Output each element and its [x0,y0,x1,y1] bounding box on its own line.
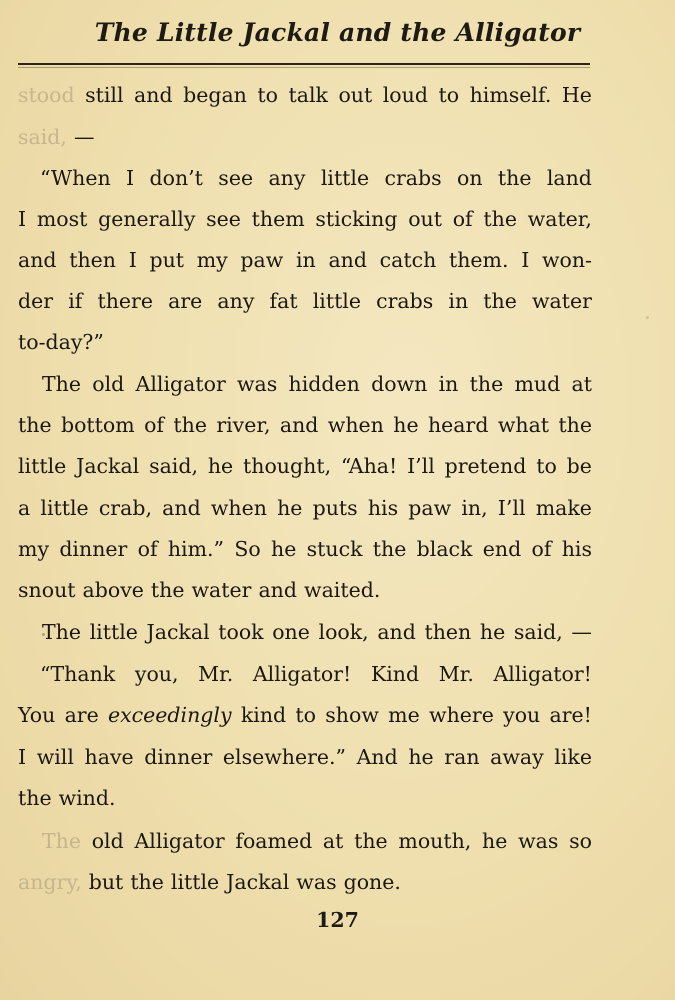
word: to [257,83,278,107]
word: on [456,166,483,190]
word: land [546,166,592,190]
word: and [18,248,57,272]
word: of [144,413,164,437]
word: I [521,248,530,272]
word: of [531,537,552,561]
word: “Thank [40,662,116,686]
text-line-10 [18,449,592,483]
word: crab, [98,496,152,520]
word: be [566,454,592,478]
header-rule-fine [18,67,590,68]
word: “Aha! [340,454,398,478]
word: I’ll [407,454,435,478]
word: in [438,372,459,396]
word: little [89,620,138,644]
word: the [130,870,164,894]
word: the [483,289,517,313]
word: was [296,870,337,894]
word: them [251,207,305,231]
word: any [268,166,306,190]
word: He [561,83,592,107]
text-line-12 [18,532,592,566]
text-line-15 [40,657,592,691]
paper-speck [646,316,649,319]
word: thought, [243,454,332,478]
text-line-6 [18,284,592,318]
text-line-3 [40,161,592,195]
text-line-20 [18,865,592,899]
word: away [490,745,544,769]
word: him.” [167,537,225,561]
word: any [217,289,255,313]
word: and [162,496,201,520]
text-line-13 [18,573,592,607]
word: to [536,454,557,478]
word: stuck [306,537,363,561]
word: elsewhere.” [222,745,347,769]
word: dinner [144,745,213,769]
word: gone. [343,870,401,894]
word: to-day?” [18,330,104,354]
word: won- [541,248,592,272]
word: generally [98,207,196,231]
word: my [196,248,228,272]
running-head: The Little Jackal and the Alligator [94,18,581,47]
word: I’ll [497,496,526,520]
text-line-11 [18,491,592,525]
word: you, [134,662,179,686]
word: put [149,248,185,272]
word: show [325,703,379,727]
word: like [554,745,592,769]
word: der [18,289,54,313]
word: and [279,413,319,437]
word: out [408,207,442,231]
word: I [126,166,135,190]
word: the [497,166,532,190]
word: if [68,289,83,313]
word: said, [513,620,563,644]
word: — [73,125,95,149]
word: So [234,537,261,561]
word: old [91,829,124,853]
word: most [36,207,88,231]
word: of [452,207,473,231]
word: his [367,496,399,520]
word: little [40,496,89,520]
word: I [18,207,27,231]
word: are! [549,703,592,727]
word: see [206,207,241,231]
word: Mr. [438,662,474,686]
word: — [571,620,592,644]
word: them. [448,248,509,272]
word: he [408,745,434,769]
word: to [295,703,317,727]
page-number: 127 [316,908,359,932]
word: he [393,413,419,437]
word: the [18,413,52,437]
word: little [18,454,67,478]
word: heard [427,413,489,437]
word: dinner [59,537,128,561]
word: end [482,537,522,561]
word: water [532,289,592,313]
word: himself. [469,83,552,107]
word: and [258,578,298,602]
word: will [36,745,74,769]
word: You [18,703,56,727]
word: when [210,496,267,520]
word: the [372,537,407,561]
word: don’t [149,166,203,190]
word: the [150,578,185,602]
word: stood [18,83,75,107]
word: Jackal [226,870,290,894]
paper-speck [42,633,45,636]
word: ran [444,745,480,769]
word: wind. [58,786,116,810]
text-line-2 [18,120,592,154]
word: the [18,786,52,810]
word: are [64,703,99,727]
word: then [424,620,472,644]
word: paw [240,248,284,272]
word: little [170,870,220,894]
word: and [134,83,173,107]
word: the [483,207,517,231]
text-line-7 [18,325,592,359]
word: see [218,166,254,190]
word: his [561,537,592,561]
word: the [173,413,207,437]
word: he [482,829,508,853]
word: make [535,496,592,520]
text-line-9 [18,408,592,442]
word: and [328,248,367,272]
word: mud [514,372,561,396]
word: took [218,620,264,644]
word: fat [269,289,298,313]
word: I [128,248,137,272]
word: so [569,829,592,853]
word: was [518,829,559,853]
word: in [296,248,316,272]
word: what [497,413,550,437]
word: still [85,83,124,107]
word: you [503,703,541,727]
word: to [438,83,460,107]
word: the [354,829,388,853]
text-line-17 [18,740,592,774]
word: angry, [18,870,82,894]
word: then [69,248,117,272]
word: he [277,496,303,520]
text-line-14 [42,615,592,649]
word: The [42,829,82,853]
word: I [18,745,27,769]
word: water, [527,207,592,231]
word: and [377,620,416,644]
word: a [18,496,31,520]
word: one [272,620,310,644]
word: water [191,578,252,602]
header-rule [18,63,590,65]
word: above [82,578,144,602]
word: but [88,870,124,894]
word: waited. [304,578,381,602]
word: pretend [444,454,527,478]
word: old [92,372,125,396]
word: catch [379,248,437,272]
word: said, [18,125,67,149]
word: The [42,372,82,396]
word: me [388,703,420,727]
word: loud [382,83,428,107]
word: where [429,703,494,727]
word: kind [240,703,287,727]
word: “When [40,166,111,190]
word: Alligator! [252,662,352,686]
word: began [183,83,247,107]
word: Alligator! [493,662,592,686]
word: hidden [288,372,360,396]
word: black [416,537,473,561]
word: was [237,372,278,396]
word: the [558,413,592,437]
word: talk [288,83,328,107]
word: are [168,289,203,313]
word: there [97,289,153,313]
text-line-5 [18,243,592,277]
word: my [18,537,50,561]
text-line-18 [18,781,592,815]
word: mouth, [398,829,472,853]
word: little [320,166,370,190]
word: said, [149,454,199,478]
word: at [571,372,592,396]
word: Alligator [135,372,226,396]
word: in, [461,496,488,520]
text-line-8 [42,367,592,401]
word: The [42,620,82,644]
word: he [479,620,506,644]
word: at [322,829,344,853]
word: puts [312,496,358,520]
word: Mr. [198,662,234,686]
word: little [312,289,361,313]
text-line-1 [18,78,592,112]
word: out [338,83,373,107]
word: have [84,745,134,769]
word: down [371,372,428,396]
text-line-19 [42,824,592,858]
word: he [207,454,234,478]
word: Kind [370,662,420,686]
word: And [356,745,398,769]
word: Alligator [134,829,225,853]
word: bottom [60,413,135,437]
text-line-4 [18,202,592,236]
word: Jackal [146,620,210,644]
word: crabs [376,289,434,313]
word: crabs [384,166,442,190]
word: exceedingly [107,703,232,727]
word: he [271,537,297,561]
word: of [137,537,158,561]
word: foamed [235,829,313,853]
word: Jackal [76,454,140,478]
word: sticking [315,207,398,231]
word: river, [216,413,271,437]
word: in [448,289,469,313]
text-line-16 [18,698,592,732]
word: look, [318,620,369,644]
word: when [327,413,384,437]
word: snout [18,578,76,602]
word: paw [408,496,452,520]
word: the [469,372,504,396]
